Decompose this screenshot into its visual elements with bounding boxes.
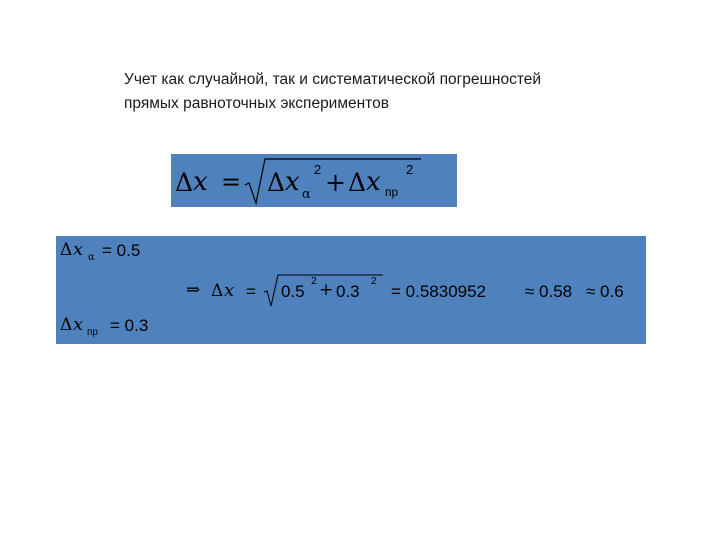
variable-x: x bbox=[366, 167, 381, 197]
subscript-alpha: α bbox=[88, 252, 95, 263]
superscript-power: 2 bbox=[371, 276, 377, 287]
variable-x: x bbox=[73, 314, 84, 335]
term-2: 0.3 bbox=[336, 282, 360, 301]
delta-symbol: Δ bbox=[211, 281, 224, 301]
variable-x: x bbox=[285, 167, 300, 197]
variable-x: x bbox=[73, 239, 84, 260]
full-result: = 0.5830952 bbox=[391, 282, 487, 301]
approx-result-1: ≈ 0.58 bbox=[525, 282, 573, 301]
main-formula-box bbox=[171, 154, 457, 207]
plus-sign: + bbox=[319, 280, 334, 300]
heading-line-1: Учет как случайной, так и систематической погрешностей bbox=[124, 71, 542, 88]
delta-symbol: Δ bbox=[60, 315, 73, 335]
superscript-power: 2 bbox=[311, 276, 317, 287]
approx-result-2: ≈ 0.6 bbox=[586, 282, 624, 301]
plus-sign: + bbox=[325, 168, 346, 197]
calculation-box bbox=[56, 236, 646, 344]
equals-sign: = bbox=[221, 168, 242, 196]
superscript-power: 2 bbox=[314, 162, 322, 177]
delta-symbol: Δ bbox=[60, 240, 73, 260]
term-1: 0.5 bbox=[281, 282, 305, 301]
variable-x: x bbox=[193, 167, 208, 197]
delta-symbol: Δ bbox=[267, 168, 286, 197]
dx-alpha-value: = 0.5 bbox=[102, 241, 141, 260]
delta-symbol: Δ bbox=[348, 168, 367, 197]
subscript-pr: пр bbox=[87, 327, 98, 338]
variable-x: x bbox=[224, 280, 235, 301]
subscript-pr: пр bbox=[385, 185, 399, 199]
subscript-alpha: α bbox=[302, 187, 311, 202]
delta-symbol: Δ bbox=[175, 168, 194, 197]
implies-arrow: ⇒ bbox=[186, 280, 201, 300]
dx-pr-value: = 0.3 bbox=[110, 316, 149, 335]
superscript-power: 2 bbox=[406, 162, 414, 177]
equals-sign: = bbox=[246, 282, 256, 301]
heading-line-2: прямых равноточных экспериментов bbox=[124, 95, 389, 112]
slide-heading bbox=[124, 68, 644, 116]
